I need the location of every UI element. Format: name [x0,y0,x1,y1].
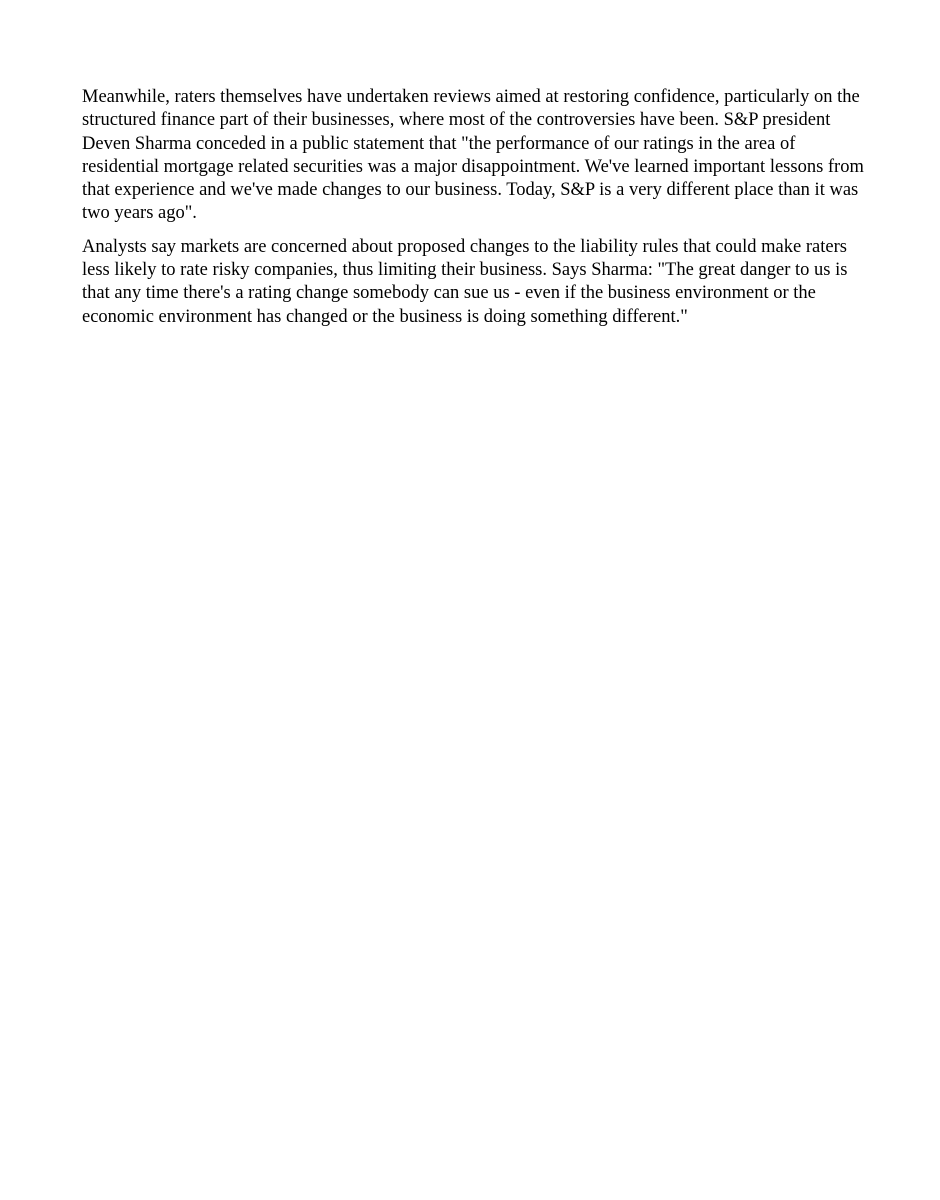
text-line: two years ago". [82,203,197,224]
text-line: that any time there's a rating change somebody can sue us - even if the business environment or the [82,283,816,304]
text-line: Meanwhile, raters themselves have undertaken reviews aimed at restoring confidence, particularly on the [82,87,860,107]
document-body [82,86,872,339]
paragraph-1 [82,86,872,226]
text-line: less likely to rate risky companies, thus limiting their business. Says Sharma: "The great danger to us is [82,260,848,281]
text-line: Analysts say markets are concerned about proposed changes to the liability rules that could make raters [82,236,847,257]
text-line: structured finance part of their businesses, where most of the controversies have been. S&P president [82,110,831,131]
text-line: residential mortgage related securities was a major disappointment. We've learned important lessons from [82,156,864,177]
paragraph-2 [82,236,872,329]
text-line: economic environment has changed or the business is doing something different." [82,306,688,327]
text-line: Deven Sharma conceded in a public statement that "the performance of our ratings in the area of [82,133,796,154]
text-line: that experience and we've made changes to our business. Today, S&P is a very different place than it was [82,180,859,201]
